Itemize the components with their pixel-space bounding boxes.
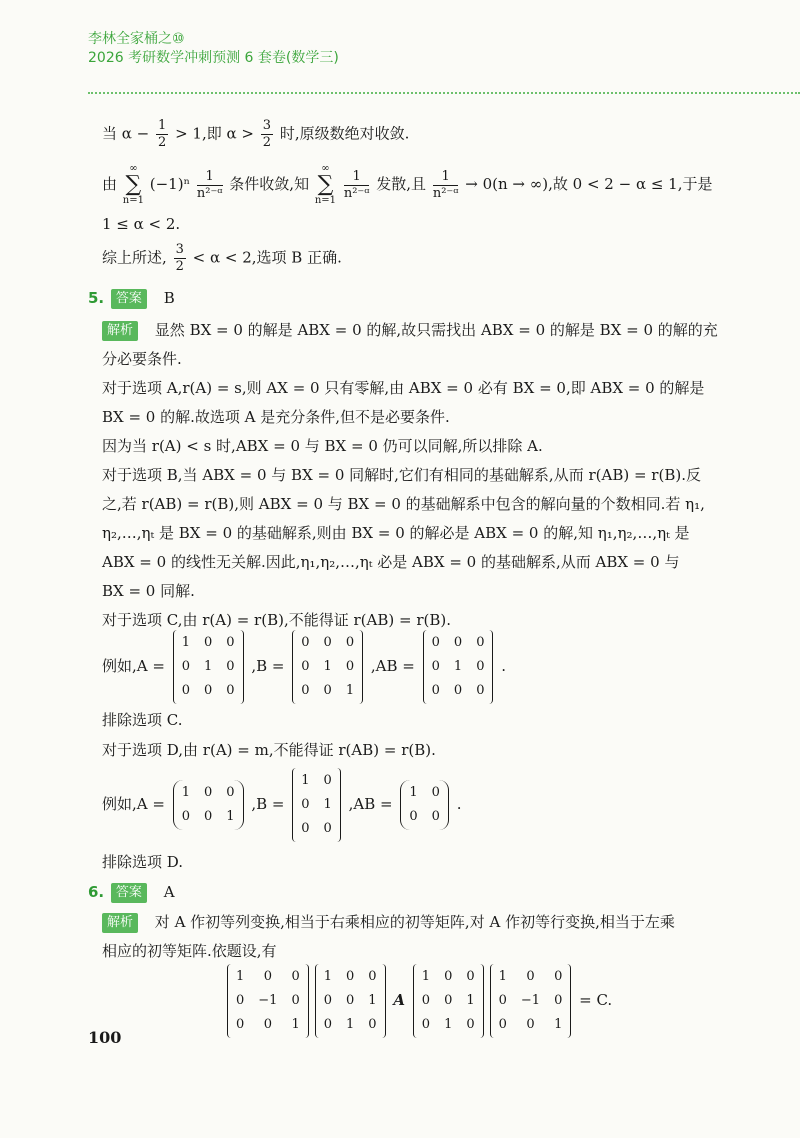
prev-line-3: 1 ≤ α < 2. (102, 215, 181, 233)
q6-matrix-2 (315, 964, 386, 1038)
q6-answer: A (163, 883, 175, 901)
page-number: 100 (88, 1028, 122, 1047)
matrix-cell: 1 (301, 773, 310, 788)
matrix-cell: 0 (323, 635, 332, 650)
matrix-cell: 0 (323, 993, 333, 1008)
matrix-cell: 0 (226, 659, 235, 674)
q6-line-2: 相应的初等矩阵.依题设,有 (102, 942, 277, 960)
matrix-cell: −1 (258, 993, 278, 1008)
matrix-cell: 0 (301, 635, 310, 650)
matrix-cell: 0 (301, 821, 310, 836)
matrix-cell: 0 (301, 659, 310, 674)
matrix-row (416, 990, 481, 1012)
q5-analysis-badge: 解析 (102, 321, 138, 341)
matrix-cell: 0 (323, 773, 332, 788)
fraction-half: $\frac{1}{2}$ (158, 118, 167, 150)
matrix-row (318, 966, 383, 988)
matrix-ab-c (423, 630, 494, 704)
matrix-row (295, 818, 338, 840)
q5-exclude-c: 排除选项 C. (102, 711, 183, 729)
q5-option-d: 对于选项 D,由 r(A) = m,不能得证 r(AB) = r(B). (102, 741, 436, 759)
series-sum-1: ∞ ∑ n=1 (122, 163, 144, 206)
matrix-cell: 0 (431, 809, 440, 824)
matrix-a-c (173, 630, 244, 704)
matrix-cell: 0 (526, 1017, 535, 1032)
matrix-cell: 0 (476, 635, 485, 650)
q5-answer: B (163, 289, 175, 307)
matrix-cell: 0 (291, 993, 300, 1008)
q6-answer-row (88, 878, 175, 906)
matrix-cell: 0 (263, 1017, 272, 1032)
running-header (88, 30, 339, 68)
matrix-cell: 0 (466, 1017, 475, 1032)
q5-line-10: BX = 0 同解. (102, 582, 195, 600)
matrix-row (230, 1014, 306, 1036)
matrix-row (416, 1014, 481, 1036)
q6-matrix-1 (227, 964, 309, 1038)
prev-line-4: 综上所述, $\frac{3}{2}$ < α < 2,选项 B 正确. (102, 242, 342, 274)
matrix-row (318, 990, 383, 1012)
matrix-cell: 0 (466, 969, 475, 984)
matrix-row (426, 656, 491, 678)
matrix-cell: 0 (181, 683, 190, 698)
matrix-cell: 0 (236, 993, 245, 1008)
matrix-cell: 0 (301, 797, 310, 812)
matrix-b-c (292, 630, 363, 704)
matrix-cell: 1 (421, 969, 431, 984)
matrix-row (493, 990, 569, 1012)
q6-number: 6. (88, 883, 105, 901)
matrix-row (176, 656, 241, 678)
matrix-cell: 0 (421, 993, 431, 1008)
q5-line-4: BX = 0 的解.故选项 A 是充分条件,但不是必要条件. (102, 408, 450, 426)
matrix-row (426, 680, 491, 702)
matrix-row (295, 794, 338, 816)
matrix-cell: 0 (368, 969, 377, 984)
matrix-cell: 0 (323, 1017, 333, 1032)
book-title: 2026 考研数学冲刺预测 6 套卷(数学三) (88, 50, 339, 66)
matrix-cell: 1 (346, 1017, 355, 1032)
matrix-cell: 1 (409, 785, 418, 800)
matrix-cell: 1 (204, 659, 213, 674)
matrix-cell: 0 (204, 809, 213, 824)
q5-line-5: 因为当 r(A) < s 时,ABX = 0 与 BX = 0 仍可以同解,所以排除 A. (102, 437, 543, 455)
matrix-row (230, 990, 306, 1012)
matrix-cell: 0 (345, 635, 355, 650)
matrix-cell: 1 (368, 993, 377, 1008)
q5-number: 5. (88, 289, 105, 307)
prev-line-2: 由 ∞ ∑ n=1 (−1)ⁿ $\frac{1}{\text{n²⁻ᵅ}}$ 条件收敛,知 ∞ ∑ n=1 $\frac{1}{\text{n²⁻ᵅ}}$ 发散,且 $\frac{1}{\text{n²⁻ᵅ}}$ → 0(n → ∞),故 0 < 2 − α ≤ 1,于是 (102, 163, 713, 206)
q5-line-8: η₂,…,ηₜ 是 BX = 0 的基础解系,则由 BX = 0 的解必是 ABX = 0 的解,知 η₁,η₂,…,ηₜ 是 (102, 524, 690, 542)
matrix-row (176, 782, 241, 804)
matrix-cell: 0 (431, 683, 440, 698)
matrix-row (403, 782, 446, 804)
matrix-row (295, 632, 360, 654)
matrix-cell: 0 (368, 1017, 377, 1032)
q6-matrix-a-symbol: A (393, 991, 405, 1009)
matrix-row (493, 1014, 569, 1036)
matrix-cell: 1 (181, 785, 190, 800)
q5-line-9: ABX = 0 的线性无关解.因此,η₁,η₂,…,ηₜ 必是 ABX = 0 的基础解系,从而 ABX = 0 与 (102, 553, 680, 571)
matrix-row (493, 966, 569, 988)
matrix-row (426, 632, 491, 654)
fraction-conclusion: $\frac{3}{2}$ (175, 242, 184, 274)
fraction-series-1: $\frac{1}{\text{n²⁻ᵅ}}$ (196, 168, 223, 201)
matrix-row (295, 680, 360, 702)
q6-answer-badge: 答案 (111, 883, 147, 903)
matrix-cell: 1 (323, 969, 333, 984)
matrix-cell: 0 (453, 635, 463, 650)
matrix-cell: 0 (444, 993, 453, 1008)
series-title: 李林全家桶之⑩ (88, 31, 185, 47)
matrix-cell: 0 (181, 659, 190, 674)
matrix-cell: 1 (291, 1017, 300, 1032)
matrix-row (176, 680, 241, 702)
matrix-cell: 0 (226, 785, 235, 800)
q5-line-2: 分必要条件. (102, 350, 182, 368)
matrix-cell: 0 (476, 683, 485, 698)
matrix-b-d (292, 768, 341, 842)
matrix-cell: 0 (226, 635, 235, 650)
matrix-cell: 0 (181, 809, 190, 824)
matrix-cell: 0 (476, 659, 485, 674)
matrix-row (403, 806, 446, 828)
q5-line-11: 对于选项 C,由 r(A) = r(B),不能得证 r(AB) = r(B). (102, 611, 451, 629)
matrix-cell: 0 (346, 993, 355, 1008)
q5-analysis-line-1: 解析 显然 BX = 0 的解是 ABX = 0 的解,故只需找出 ABX = 0 的解是 BX = 0 的解的充 (102, 316, 718, 344)
matrix-cell: 0 (204, 683, 213, 698)
q5-example-c: 例如,A = 1 0 0 0 1 0 0 0 0 ,B = 0 0 0 0 1 0 0 0 1 ,AB = 0 0 0 0 1 0 0 0 0 . (102, 630, 506, 704)
matrix-cell: 0 (498, 993, 507, 1008)
prev-line-1: 当 α − $\frac{1}{2}$ > 1,即 α > $\frac{3}{2}$ 时,原级数绝对收敛. (102, 118, 410, 150)
matrix-cell: 0 (431, 635, 440, 650)
matrix-cell: 0 (421, 1017, 431, 1032)
matrix-cell: 0 (498, 1017, 507, 1032)
header-dotted-rule (88, 92, 800, 94)
q6-analysis-badge: 解析 (102, 913, 138, 933)
fraction-series-3: $\frac{1}{\text{n²⁻ᵅ}}$ (432, 168, 459, 201)
matrix-cell: 0 (409, 809, 418, 824)
matrix-row (176, 806, 241, 828)
matrix-row (318, 1014, 383, 1036)
q6-matrix-4 (490, 964, 572, 1038)
series-sum-2: ∞ ∑ n=1 (314, 163, 337, 206)
matrix-cell: 1 (323, 659, 332, 674)
matrix-cell: 0 (291, 969, 300, 984)
matrix-cell: 1 (236, 969, 245, 984)
matrix-cell: 0 (453, 683, 463, 698)
matrix-cell: 0 (323, 821, 332, 836)
q5-line-3: 对于选项 A,r(A) = s,则 AX = 0 只有零解,由 ABX = 0 必有 BX = 0,即 ABX = 0 的解是 (102, 379, 705, 397)
q6-matrix-3 (413, 964, 484, 1038)
matrix-cell: 0 (444, 969, 453, 984)
matrix-cell: 0 (346, 969, 355, 984)
matrix-row (230, 966, 306, 988)
matrix-cell: 0 (236, 1017, 245, 1032)
matrix-cell: 0 (345, 659, 355, 674)
matrix-cell: 1 (323, 797, 332, 812)
matrix-cell: 0 (226, 683, 235, 698)
q5-answer-badge: 答案 (111, 289, 147, 309)
matrix-cell: 0 (204, 635, 213, 650)
matrix-cell: 0 (431, 785, 440, 800)
matrix-cell: 1 (444, 1017, 453, 1032)
matrix-cell: 0 (263, 969, 272, 984)
matrix-row (176, 632, 241, 654)
matrix-cell: 0 (204, 785, 213, 800)
q5-example-d: 例如,A = 1 0 0 0 0 1 ,B = 1 0 0 1 0 0 ,AB = 1 0 0 0 . (102, 768, 461, 842)
matrix-a-d (173, 780, 244, 830)
q6-matrix-equation: 1 0 0 0 −1 0 0 0 11 0 0 0 0 1 0 1 0 A 1 0 0 0 0 1 0 1 01 0 0 0 −1 0 0 0 1 = C. (224, 964, 612, 1038)
fraction-series-2: $\frac{1}{\text{n²⁻ᵅ}}$ (343, 168, 370, 201)
matrix-cell: 1 (181, 635, 190, 650)
q6-analysis-line-1: 解析 对 A 作初等列变换,相当于右乘相应的初等矩阵,对 A 作初等行变换,相当于左乘 (102, 908, 675, 936)
matrix-cell: 0 (526, 969, 535, 984)
matrix-cell: −1 (520, 993, 541, 1008)
matrix-cell: 0 (301, 683, 310, 698)
matrix-cell: 1 (498, 969, 507, 984)
matrix-cell: 1 (226, 809, 235, 824)
matrix-ab-d (400, 780, 449, 830)
matrix-cell: 0 (323, 683, 332, 698)
q5-exclude-d: 排除选项 D. (102, 853, 184, 871)
matrix-cell: 1 (466, 993, 475, 1008)
matrix-row (416, 966, 481, 988)
matrix-row (295, 656, 360, 678)
q5-line-7: 之,若 r(AB) = r(B),则 ABX = 0 与 BX = 0 的基础解系中包含的解向量的个数相同.若 η₁, (102, 495, 705, 513)
matrix-cell: 0 (431, 659, 440, 674)
matrix-cell: 0 (554, 993, 563, 1008)
fraction-three-halves: $\frac{3}{2}$ (262, 118, 272, 150)
matrix-cell: 1 (453, 659, 463, 674)
matrix-cell: 1 (345, 683, 355, 698)
matrix-cell: 1 (554, 1017, 563, 1032)
q5-line-6: 对于选项 B,当 ABX = 0 与 BX = 0 同解时,它们有相同的基础解系,从而 r(AB) = r(B).反 (102, 466, 701, 484)
q5-answer-row (88, 284, 175, 312)
matrix-cell: 0 (554, 969, 563, 984)
matrix-row (295, 770, 338, 792)
